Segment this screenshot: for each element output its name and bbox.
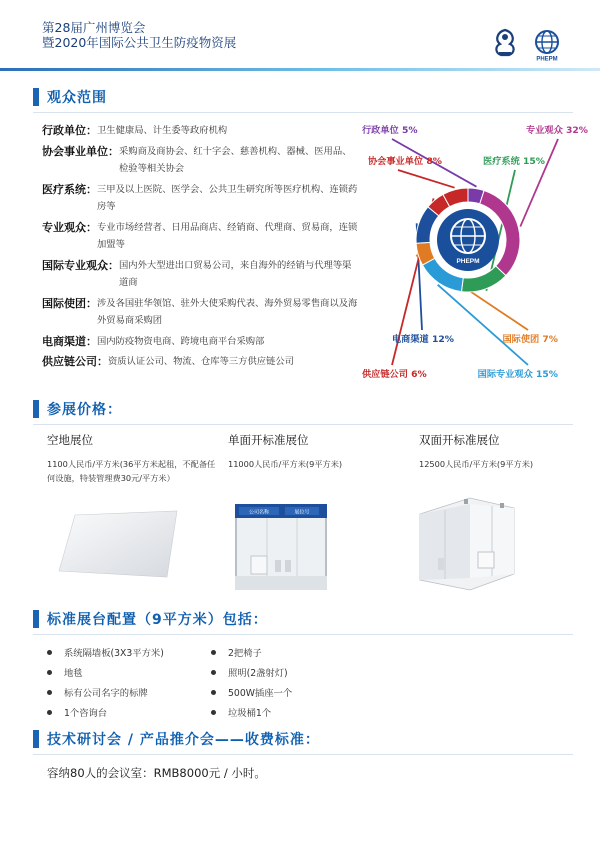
audience-item bbox=[42, 181, 360, 216]
section-bar bbox=[33, 400, 39, 418]
section-divider bbox=[33, 754, 573, 755]
bullet-icon bbox=[47, 710, 52, 715]
section-divider bbox=[33, 112, 573, 113]
leader-line-3 bbox=[398, 170, 455, 188]
audience-item-desc: 资质认证公司、物流、仓库等三方供应链公司 bbox=[108, 356, 294, 367]
price-option-desc: 11000人民币/平方米(9平方米) bbox=[228, 459, 343, 469]
bullet-icon bbox=[47, 690, 52, 695]
config-item-text: 照明(2盏射灯) bbox=[228, 668, 288, 679]
seminar-section-header bbox=[33, 728, 320, 750]
config-section-header bbox=[33, 608, 268, 630]
event-title-line2: 暨2020年国际公共卫生防疫物资展 bbox=[42, 35, 237, 50]
audience-item bbox=[42, 333, 360, 351]
audience-item-desc: 国内防疫物资电商、跨境电商平台采购部 bbox=[97, 335, 265, 347]
bullet-icon bbox=[211, 650, 216, 655]
config-item-text: 系统隔墙板(3X3平方米) bbox=[64, 648, 164, 659]
pricing-section-header bbox=[33, 398, 122, 420]
audience-item-desc: 卫生健康局、计生委等政府机构 bbox=[97, 125, 228, 136]
donut-label-6: 国际使团 7% bbox=[502, 334, 558, 345]
config-list-right bbox=[211, 642, 292, 722]
audience-item-desc: 国内外大型进出口贸易公司，来自海外的经销与代理等渠道商 bbox=[119, 259, 352, 288]
audience-item-desc: 专业市场经营者、日用品商店、经销商、代理商、贸易商，连锁加盟等 bbox=[97, 221, 358, 250]
audience-item bbox=[42, 122, 360, 140]
config-item-text: 标有公司名字的标牌 bbox=[64, 688, 148, 699]
audience-item bbox=[42, 143, 360, 178]
donut-label-5: 电商渠道 12% bbox=[392, 334, 454, 345]
section-divider bbox=[33, 424, 573, 425]
donut-label-1: 行政单位 5% bbox=[362, 125, 418, 136]
canton-fair-logo-icon bbox=[491, 28, 519, 58]
audience-item-label: 电商渠道： bbox=[42, 334, 97, 348]
donut-label-7: 供应链公司 6% bbox=[362, 369, 427, 380]
event-title-line1: 第28届广州博览会 bbox=[42, 20, 146, 35]
section-bar bbox=[33, 88, 39, 106]
price-option-name: 单面开标准展位 bbox=[228, 433, 309, 447]
price-option-name: 空地展位 bbox=[47, 433, 93, 447]
chart-center-text: PHEPM bbox=[456, 258, 480, 265]
event-title bbox=[42, 20, 236, 50]
audience-item bbox=[42, 219, 360, 254]
audience-item-label: 国际使团： bbox=[42, 296, 97, 310]
donut-label-3: 协会事业单位 8% bbox=[368, 156, 442, 167]
audience-item bbox=[42, 257, 360, 292]
bullet-icon bbox=[211, 710, 216, 715]
phepm-logo-icon bbox=[529, 28, 565, 62]
price-option-desc: 12500人民币/平方米(9平方米) bbox=[419, 459, 534, 469]
config-title: 标准展台配置（9平方米）包括： bbox=[47, 612, 268, 628]
bullet-icon bbox=[211, 670, 216, 675]
leader-line-2 bbox=[520, 139, 558, 227]
raw-space-floor-image bbox=[55, 503, 185, 583]
audience-item bbox=[42, 353, 360, 371]
config-item-text: 地毯 bbox=[64, 668, 83, 679]
chart-center-logo bbox=[437, 209, 499, 271]
price-option-single-open bbox=[228, 432, 398, 472]
price-option-raw-space bbox=[47, 432, 217, 485]
audience-section-header bbox=[33, 86, 107, 108]
bullet-icon bbox=[211, 690, 216, 695]
audience-item-label: 国际专业观众： bbox=[42, 258, 119, 272]
config-item bbox=[47, 662, 164, 682]
section-bar bbox=[33, 730, 39, 748]
config-item bbox=[47, 702, 164, 722]
header-divider bbox=[0, 68, 600, 71]
section-bar bbox=[33, 610, 39, 628]
price-option-name: 双面开标准展位 bbox=[419, 433, 500, 447]
leader-line-8 bbox=[438, 285, 528, 365]
audience-item-desc: 涉及各国驻华领馆、驻外大使采购代表、海外贸易零售商以及海外贸易商采购团 bbox=[97, 297, 358, 326]
audience-item-label: 协会事业单位： bbox=[42, 144, 119, 158]
seminar-fee-text: 容纳80人的会议室：RMB8000元 / 小时。 bbox=[47, 766, 266, 780]
config-item-text: 1个咨询台 bbox=[64, 708, 108, 719]
double-open-booth-image bbox=[410, 494, 518, 594]
audience-item-desc: 采购商及商协会、红十字会、慈善机构、器械、医用品、检验等相关协会 bbox=[119, 145, 352, 174]
audience-donut-chart bbox=[360, 120, 590, 390]
config-item-text: 2把椅子 bbox=[228, 648, 262, 659]
bullet-icon bbox=[47, 650, 52, 655]
audience-title: 观众范围 bbox=[47, 90, 107, 106]
audience-list bbox=[42, 122, 360, 374]
config-item bbox=[211, 642, 292, 662]
pricing-title: 参展价格： bbox=[47, 402, 122, 418]
config-item bbox=[47, 682, 164, 702]
donut-label-8: 国际专业观众 15% bbox=[477, 369, 558, 380]
section-divider bbox=[33, 634, 573, 635]
single-open-booth-image bbox=[231, 500, 331, 592]
audience-item-label: 供应链公司： bbox=[42, 355, 108, 368]
booth-sign-number: 展位号 bbox=[294, 509, 310, 516]
audience-item-desc: 三甲及以上医院、医学会、公共卫生研究所等医疗机构、连锁药房等 bbox=[97, 183, 358, 212]
audience-item-label: 专业观众： bbox=[42, 220, 97, 234]
config-item-text: 垃圾桶1个 bbox=[228, 708, 272, 719]
page-header bbox=[0, 0, 600, 72]
audience-item-label: 医疗系统： bbox=[42, 182, 97, 196]
config-list-left bbox=[47, 642, 164, 722]
audience-item bbox=[42, 295, 360, 330]
booth-sign-company: 公司名称 bbox=[248, 509, 270, 516]
donut-label-2: 专业观众 32% bbox=[526, 125, 588, 136]
config-item-text: 500W插座一个 bbox=[228, 688, 293, 699]
price-option-desc: 1100人民币/平方米(36平方米起租，不配备任何设施，特装管理费30元/平方米） bbox=[47, 459, 216, 483]
logo-text: PHEPM bbox=[536, 56, 558, 62]
audience-item-label: 行政单位： bbox=[42, 124, 97, 137]
config-item bbox=[211, 662, 292, 682]
donut-label-4: 医疗系统 15% bbox=[483, 156, 545, 167]
config-item bbox=[47, 642, 164, 662]
price-option-double-open bbox=[419, 432, 589, 472]
bullet-icon bbox=[47, 670, 52, 675]
config-item bbox=[211, 682, 292, 702]
seminar-title: 技术研讨会 / 产品推介会——收费标准： bbox=[47, 732, 320, 748]
config-item bbox=[211, 702, 292, 722]
